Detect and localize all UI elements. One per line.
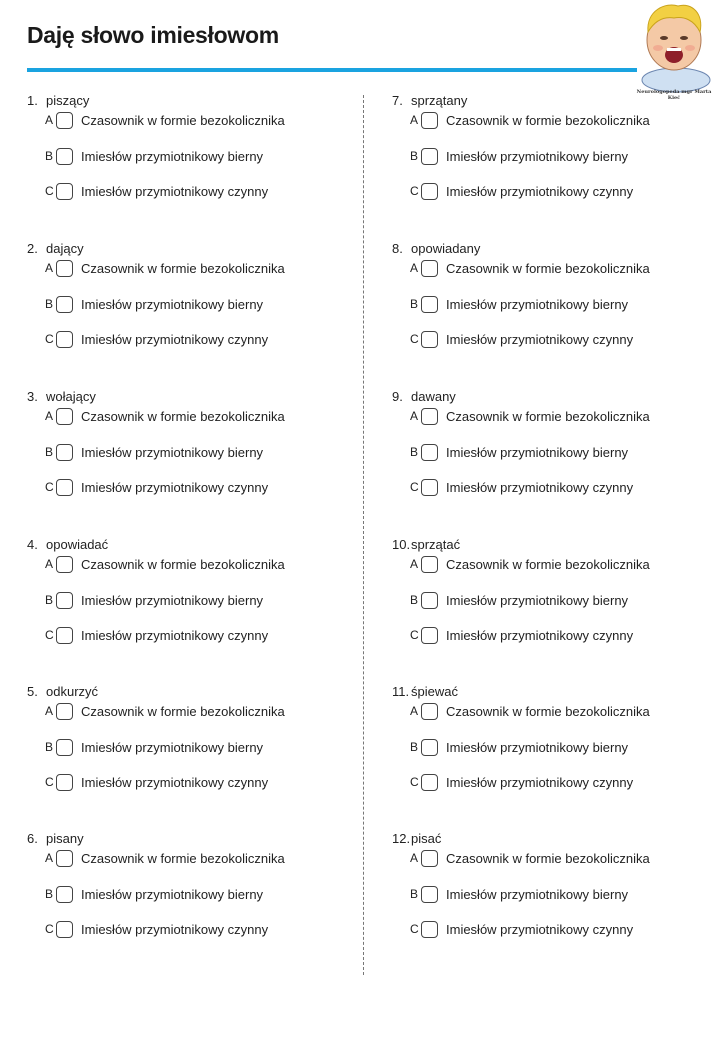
page-title: Daję słowo imiesłowom xyxy=(27,22,279,48)
question-number: 6. xyxy=(27,831,38,846)
option-letter: B xyxy=(410,593,419,607)
answer-checkbox[interactable] xyxy=(421,739,438,756)
option-letter: A xyxy=(45,557,54,571)
question-heading xyxy=(27,537,108,552)
option-letter: B xyxy=(410,887,419,901)
answer-option[interactable] xyxy=(410,441,628,463)
option-letter: C xyxy=(410,480,419,494)
answer-checkbox[interactable] xyxy=(56,331,73,348)
answer-checkbox[interactable] xyxy=(56,148,73,165)
option-label: Imiesłów przymiotnikowy bierny xyxy=(81,148,264,164)
answer-checkbox[interactable] xyxy=(421,850,438,867)
answer-checkbox[interactable] xyxy=(56,556,73,573)
answer-option[interactable] xyxy=(45,441,263,463)
option-label: Imiesłów przymiotnikowy czynny xyxy=(446,774,634,790)
answer-checkbox[interactable] xyxy=(56,260,73,277)
answer-option[interactable] xyxy=(410,257,650,279)
option-letter: C xyxy=(410,332,419,346)
question-word: dający xyxy=(46,241,84,256)
question-word: opowiadać xyxy=(46,537,109,552)
option-letter: B xyxy=(410,740,419,754)
answer-option[interactable] xyxy=(45,847,285,869)
logo-caption: Neurologopeda mgr Marta Kieć xyxy=(636,89,712,101)
question-word: śpiewać xyxy=(411,684,458,699)
answer-option[interactable] xyxy=(410,589,628,611)
answer-checkbox[interactable] xyxy=(421,112,438,129)
answer-option[interactable] xyxy=(45,257,285,279)
answer-option[interactable] xyxy=(45,293,263,315)
option-label: Imiesłów przymiotnikowy bierny xyxy=(446,148,629,164)
answer-checkbox[interactable] xyxy=(56,183,73,200)
answer-option[interactable] xyxy=(410,771,633,793)
option-letter: B xyxy=(45,297,54,311)
option-letter: B xyxy=(410,297,419,311)
answer-checkbox[interactable] xyxy=(56,627,73,644)
option-letter: A xyxy=(45,704,54,718)
option-letter: A xyxy=(410,113,419,127)
answer-option[interactable] xyxy=(45,476,268,498)
answer-option[interactable] xyxy=(45,736,263,758)
column-divider xyxy=(363,95,364,975)
option-label: Czasownik w formie bezokolicznika xyxy=(81,408,285,424)
question-number: 11. xyxy=(392,684,410,699)
question-word: piszący xyxy=(46,93,90,108)
question-word: opowiadany xyxy=(411,241,481,256)
option-letter: A xyxy=(45,113,54,127)
answer-checkbox[interactable] xyxy=(56,886,73,903)
option-letter: C xyxy=(45,628,54,642)
answer-option[interactable] xyxy=(45,700,285,722)
answer-checkbox[interactable] xyxy=(421,627,438,644)
option-label: Czasownik w formie bezokolicznika xyxy=(446,556,650,572)
question-heading xyxy=(27,831,84,846)
option-letter: B xyxy=(45,887,54,901)
option-letter: C xyxy=(410,775,419,789)
option-letter: C xyxy=(45,332,54,346)
answer-option[interactable] xyxy=(45,883,263,905)
answer-checkbox[interactable] xyxy=(421,479,438,496)
answer-checkbox[interactable] xyxy=(421,444,438,461)
answer-option[interactable] xyxy=(410,180,633,202)
question-heading xyxy=(27,684,98,699)
option-letter: B xyxy=(45,593,54,607)
answer-checkbox[interactable] xyxy=(56,112,73,129)
option-label: Czasownik w formie bezokolicznika xyxy=(81,112,285,128)
question-number: 10. xyxy=(392,537,411,552)
answer-option[interactable] xyxy=(45,405,285,427)
answer-option[interactable] xyxy=(410,883,628,905)
option-letter: C xyxy=(45,775,54,789)
answer-checkbox[interactable] xyxy=(421,774,438,791)
option-label: Czasownik w formie bezokolicznika xyxy=(81,703,285,719)
option-letter: B xyxy=(45,445,54,459)
option-label: Imiesłów przymiotnikowy bierny xyxy=(446,444,629,460)
answer-checkbox[interactable] xyxy=(421,260,438,277)
answer-option[interactable] xyxy=(410,328,633,350)
answer-option[interactable] xyxy=(45,145,263,167)
option-label: Imiesłów przymiotnikowy czynny xyxy=(446,627,634,643)
question-word: pisany xyxy=(46,831,84,846)
option-letter: A xyxy=(410,704,419,718)
answer-option[interactable] xyxy=(410,553,650,575)
answer-option[interactable] xyxy=(45,589,263,611)
answer-option[interactable] xyxy=(45,328,268,350)
answer-option[interactable] xyxy=(410,293,628,315)
answer-checkbox[interactable] xyxy=(421,331,438,348)
answer-option[interactable] xyxy=(410,476,633,498)
question-number: 9. xyxy=(392,389,403,404)
answer-checkbox[interactable] xyxy=(421,296,438,313)
option-label: Imiesłów przymiotnikowy bierny xyxy=(81,296,264,312)
question-number: 7. xyxy=(392,93,403,108)
answer-option[interactable] xyxy=(45,553,285,575)
question-heading xyxy=(392,389,456,404)
answer-checkbox[interactable] xyxy=(421,703,438,720)
question-word: sprzątać xyxy=(411,537,461,552)
option-letter: C xyxy=(410,184,419,198)
answer-option[interactable] xyxy=(45,624,268,646)
option-label: Czasownik w formie bezokolicznika xyxy=(446,260,650,276)
option-letter: A xyxy=(45,851,54,865)
answer-checkbox[interactable] xyxy=(421,183,438,200)
option-label: Imiesłów przymiotnikowy czynny xyxy=(446,183,634,199)
option-label: Czasownik w formie bezokolicznika xyxy=(446,112,650,128)
question-heading xyxy=(27,93,89,108)
answer-option[interactable] xyxy=(410,145,628,167)
answer-checkbox[interactable] xyxy=(56,850,73,867)
question-heading xyxy=(392,241,480,256)
question-word: dawany xyxy=(411,389,456,404)
answer-checkbox[interactable] xyxy=(56,921,73,938)
option-label: Imiesłów przymiotnikowy bierny xyxy=(81,739,264,755)
answer-option[interactable] xyxy=(45,109,285,131)
answer-option[interactable] xyxy=(410,624,633,646)
option-label: Imiesłów przymiotnikowy bierny xyxy=(446,592,629,608)
question-heading xyxy=(392,684,458,699)
option-letter: A xyxy=(410,557,419,571)
option-letter: B xyxy=(410,149,419,163)
answer-checkbox[interactable] xyxy=(56,296,73,313)
option-label: Imiesłów przymiotnikowy czynny xyxy=(81,331,269,347)
answer-checkbox[interactable] xyxy=(421,921,438,938)
option-letter: A xyxy=(410,851,419,865)
child-face-logo xyxy=(632,0,716,100)
answer-checkbox[interactable] xyxy=(56,774,73,791)
answer-checkbox[interactable] xyxy=(421,886,438,903)
option-label: Czasownik w formie bezokolicznika xyxy=(446,850,650,866)
answer-checkbox[interactable] xyxy=(56,703,73,720)
answer-option[interactable] xyxy=(410,847,650,869)
question-word: wołający xyxy=(46,389,96,404)
answer-option[interactable] xyxy=(410,700,650,722)
option-label: Imiesłów przymiotnikowy bierny xyxy=(446,886,629,902)
question-word: pisać xyxy=(411,831,442,846)
option-letter: A xyxy=(410,261,419,275)
question-heading xyxy=(27,389,96,404)
option-label: Imiesłów przymiotnikowy bierny xyxy=(446,296,629,312)
option-label: Imiesłów przymiotnikowy czynny xyxy=(81,183,269,199)
option-label: Imiesłów przymiotnikowy czynny xyxy=(81,627,269,643)
answer-option[interactable] xyxy=(410,918,633,940)
question-number: 3. xyxy=(27,389,38,404)
option-label: Imiesłów przymiotnikowy bierny xyxy=(81,592,264,608)
question-number: 8. xyxy=(392,241,403,256)
question-word: odkurzyć xyxy=(46,684,99,699)
option-letter: C xyxy=(45,922,54,936)
option-letter: C xyxy=(410,922,419,936)
option-label: Imiesłów przymiotnikowy bierny xyxy=(446,739,629,755)
option-letter: C xyxy=(45,480,54,494)
question-number: 12. xyxy=(392,831,411,846)
answer-option[interactable] xyxy=(45,771,268,793)
question-heading xyxy=(392,537,460,552)
answer-checkbox[interactable] xyxy=(421,148,438,165)
option-letter: B xyxy=(45,149,54,163)
question-heading xyxy=(392,831,441,846)
question-heading xyxy=(27,241,84,256)
answer-checkbox[interactable] xyxy=(56,408,73,425)
answer-checkbox[interactable] xyxy=(56,739,73,756)
option-label: Czasownik w formie bezokolicznika xyxy=(446,408,650,424)
answer-option[interactable] xyxy=(410,405,650,427)
option-letter: A xyxy=(45,261,54,275)
answer-option[interactable] xyxy=(410,109,650,131)
option-label: Czasownik w formie bezokolicznika xyxy=(81,850,285,866)
option-label: Imiesłów przymiotnikowy czynny xyxy=(81,774,269,790)
option-label: Imiesłów przymiotnikowy czynny xyxy=(446,331,634,347)
title-underline xyxy=(27,68,637,72)
answer-option[interactable] xyxy=(45,180,268,202)
option-letter: B xyxy=(410,445,419,459)
option-letter: A xyxy=(410,409,419,423)
option-label: Imiesłów przymiotnikowy bierny xyxy=(81,444,264,460)
option-label: Imiesłów przymiotnikowy czynny xyxy=(81,921,269,937)
option-label: Imiesłów przymiotnikowy czynny xyxy=(446,479,634,495)
answer-option[interactable] xyxy=(410,736,628,758)
question-number: 1. xyxy=(27,93,38,108)
option-label: Czasownik w formie bezokolicznika xyxy=(446,703,650,719)
option-letter: A xyxy=(45,409,54,423)
question-word: sprzątany xyxy=(411,93,468,108)
answer-checkbox[interactable] xyxy=(421,592,438,609)
option-label: Imiesłów przymiotnikowy bierny xyxy=(81,886,264,902)
answer-checkbox[interactable] xyxy=(421,408,438,425)
option-label: Imiesłów przymiotnikowy czynny xyxy=(446,921,634,937)
option-letter: C xyxy=(410,628,419,642)
option-label: Czasownik w formie bezokolicznika xyxy=(81,260,285,276)
question-number: 5. xyxy=(27,684,38,699)
option-letter: B xyxy=(45,740,54,754)
answer-option[interactable] xyxy=(45,918,268,940)
option-label: Imiesłów przymiotnikowy czynny xyxy=(81,479,269,495)
answer-checkbox[interactable] xyxy=(56,444,73,461)
question-number: 2. xyxy=(27,241,38,256)
option-label: Czasownik w formie bezokolicznika xyxy=(81,556,285,572)
question-number: 4. xyxy=(27,537,38,552)
option-letter: C xyxy=(45,184,54,198)
answer-checkbox[interactable] xyxy=(56,479,73,496)
question-heading xyxy=(392,93,467,108)
answer-checkbox[interactable] xyxy=(421,556,438,573)
answer-checkbox[interactable] xyxy=(56,592,73,609)
